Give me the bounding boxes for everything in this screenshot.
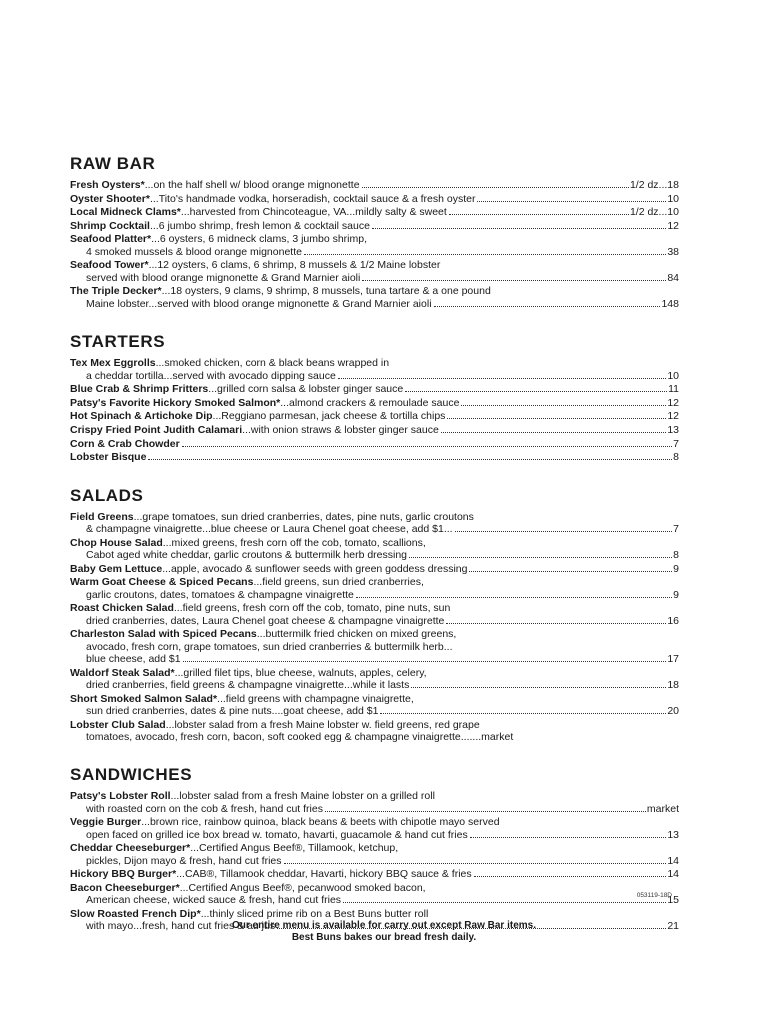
item-description: ...lobster salad from a fresh Maine lobster w. field greens, red grape <box>165 718 480 731</box>
dot-leader <box>449 213 629 215</box>
item-description: & champagne vinaigrette...blue cheese or Laura Chenel goat cheese, add $1... <box>86 522 453 535</box>
item-price: 11 <box>668 383 679 396</box>
item-name: Lobster Bisque <box>70 451 147 464</box>
item-name: Waldorf Steak Salad* <box>70 666 175 679</box>
item-description: 4 smoked mussels & blood orange mignonette <box>86 245 302 258</box>
item-description: ...6 oysters, 6 midneck clams, 3 jumbo shrimp, <box>151 233 368 246</box>
item-name: Lobster Club Salad <box>70 718 166 731</box>
menu-item-line <box>70 233 679 245</box>
menu-item-continuation <box>70 679 679 691</box>
item-name: Short Smoked Salmon Salad* <box>70 692 218 705</box>
item-price: 10 <box>667 369 679 382</box>
section-title: SALADS <box>70 485 144 505</box>
item-name: Slow Roasted French Dip* <box>70 907 201 920</box>
footer-carryout-note: Our entire menu is available for carry out except Raw Bar items. <box>232 920 536 931</box>
item-price: 10 <box>667 192 679 205</box>
item-description: ...grilled corn salsa & lobster ginger sauce <box>208 383 404 396</box>
item-description: garlic croutons, dates, tomatoes & champagne vinaigrette <box>86 588 354 601</box>
section-title: SANDWICHES <box>70 765 193 785</box>
item-description: ...on the half shell w/ blood orange mignonette <box>144 179 360 191</box>
menu-item <box>70 410 679 422</box>
menu-item-line <box>70 842 679 854</box>
item-description: ...mixed greens, fresh corn off the cob, tomato, scallions, <box>162 536 426 549</box>
item-description: ...field greens, fresh corn off the cob, tomato, pine nuts, sun <box>173 602 451 615</box>
section-title: STARTERS <box>70 332 166 352</box>
dot-leader <box>434 305 661 307</box>
item-description: avocado, fresh corn, grape tomatoes, sun dried cranberries & buttermilk herb... <box>86 640 453 653</box>
menu-item-continuation <box>70 272 679 284</box>
footer <box>0 920 768 944</box>
item-price: 13 <box>667 828 679 841</box>
dot-leader <box>148 458 672 460</box>
menu-item-line <box>70 576 679 588</box>
dot-leader <box>469 570 672 572</box>
item-name: Corn & Crab Chowder <box>70 437 180 450</box>
dot-leader <box>362 186 629 188</box>
dot-leader <box>304 253 666 255</box>
menu-item <box>70 357 679 382</box>
item-description: ...grape tomatoes, sun dried cranberries, dates, pine nuts, garlic croutons <box>133 510 474 523</box>
item-description: open faced on grilled ice box bread w. tomato, havarti, guacamole & hand cut fries <box>86 828 468 841</box>
menu-item-line <box>70 357 679 369</box>
menu-item <box>70 438 679 450</box>
menu-item-line <box>70 424 679 436</box>
item-description: tomatoes, avocado, fresh corn, bacon, soft cooked egg & champagne vinaigrette.......market <box>86 730 514 743</box>
menu-item-line <box>70 816 679 828</box>
item-price: 8 <box>673 548 679 561</box>
item-description: ...thinly sliced prime rib on a Best Buns butter roll <box>200 907 429 920</box>
item-price: 7 <box>673 522 679 535</box>
menu-item <box>70 602 679 627</box>
menu-item-continuation <box>70 803 679 815</box>
item-price: 12 <box>667 410 679 423</box>
item-description: sun dried cranberries, dates & pine nuts....goat cheese, add $1 <box>86 704 379 717</box>
item-name: Shrimp Cocktail <box>70 219 150 232</box>
dot-leader <box>372 227 666 229</box>
menu-item-line <box>70 206 679 218</box>
item-name: Local Midneck Clams* <box>70 206 181 219</box>
menu-item-line <box>70 438 679 450</box>
menu-item-line <box>70 511 679 523</box>
dot-leader <box>474 875 667 877</box>
dot-leader <box>470 836 667 838</box>
item-price: 1/2 dz...10 <box>629 206 679 219</box>
dot-leader <box>380 712 666 714</box>
dot-leader <box>182 445 672 447</box>
item-price: 14 <box>667 868 679 881</box>
dot-leader <box>477 200 666 202</box>
item-description: Cabot aged white cheddar, garlic croutons & buttermilk herb dressing <box>86 548 408 561</box>
dot-leader <box>284 862 667 864</box>
menu-item <box>70 193 679 205</box>
item-name: The Triple Decker* <box>70 285 162 298</box>
item-description: ...field greens with champagne vinaigrette, <box>217 692 414 705</box>
menu-item-line <box>70 882 679 894</box>
menu-item <box>70 693 679 718</box>
version-code: 053119-18D <box>636 892 672 899</box>
dot-leader <box>343 901 666 903</box>
section-title: RAW BAR <box>70 154 156 173</box>
dot-leader <box>411 686 666 688</box>
item-price: 15 <box>667 894 679 907</box>
item-price: 8 <box>673 451 679 464</box>
item-price: 17 <box>667 652 679 665</box>
item-description: ...Certified Angus Beef®, pecanwood smoked bacon, <box>179 881 426 894</box>
dot-leader <box>409 556 672 558</box>
dot-leader <box>446 622 666 624</box>
item-description: dried cranberries, dates, Laura Chenel goat cheese & champagne vinaigrette <box>86 614 445 627</box>
item-price: 1/2 dz...18 <box>629 179 679 191</box>
menu-item-continuation <box>70 246 679 258</box>
menu-item-line <box>70 628 679 640</box>
dot-leader <box>338 377 666 379</box>
menu-item-continuation <box>70 653 679 665</box>
dot-leader <box>447 417 666 419</box>
item-price: 7 <box>673 437 679 450</box>
item-description: a cheddar tortilla...served with avocado dipping sauce <box>86 369 336 382</box>
menu-item <box>70 511 679 536</box>
menu-item-line <box>70 908 679 920</box>
item-description: ...harvested from Chincoteague, VA...mildly salty & sweet <box>180 206 447 219</box>
menu-item-line <box>70 285 679 297</box>
dot-leader <box>362 279 666 281</box>
item-name: Roast Chicken Salad <box>70 602 174 615</box>
menu-item-line <box>70 719 679 731</box>
menu-section-sandwiches <box>70 765 679 932</box>
menu-item <box>70 179 679 191</box>
menu-item-continuation <box>70 549 679 561</box>
item-description: ...12 oysters, 6 clams, 6 shrimp, 8 mussels & 1/2 Maine lobster <box>148 259 441 272</box>
menu-item <box>70 719 679 744</box>
menu-item-line <box>70 868 679 880</box>
item-description: ...Tito's handmade vodka, horseradish, cocktail sauce & a fresh oyster <box>149 192 476 205</box>
item-description: ...apple, avocado & sunflower seeds with green goddess dressing <box>162 562 468 575</box>
item-price: 84 <box>667 271 679 284</box>
menu-item <box>70 882 679 907</box>
menu-item-continuation <box>70 829 679 841</box>
footer-bread-note: Best Buns bakes our bread fresh daily. <box>291 932 477 943</box>
item-price: market <box>646 802 679 815</box>
dot-leader <box>356 596 672 598</box>
item-description: ...smoked chicken, corn & black beans wrapped in <box>155 357 390 370</box>
item-name: Crispy Fried Point Judith Calamari <box>70 423 243 436</box>
menu-item-line <box>70 397 679 409</box>
item-price: 18 <box>667 678 679 691</box>
item-name: Charleston Salad with Spiced Pecans <box>70 628 257 641</box>
item-name: Patsy's Lobster Roll <box>70 790 171 803</box>
item-name: Bacon Cheeseburger* <box>70 881 180 894</box>
menu-item <box>70 259 679 284</box>
menu-section-raw-bar <box>70 154 679 310</box>
menu-item-continuation <box>70 705 679 717</box>
menu-item-line <box>70 410 679 422</box>
menu-item-line <box>70 220 679 232</box>
menu-item-continuation <box>70 298 679 310</box>
item-name: Fresh Oysters* <box>70 179 145 191</box>
menu-item-line <box>70 693 679 705</box>
menu-item <box>70 628 679 665</box>
item-price: 12 <box>667 219 679 232</box>
item-description: served with blood orange mignonette & Grand Marnier aioli <box>86 271 361 284</box>
item-description: ...almond crackers & remoulade sauce <box>280 396 460 409</box>
item-name: Seafood Tower* <box>70 259 149 272</box>
menu-item <box>70 563 679 575</box>
item-name: Veggie Burger <box>70 816 142 829</box>
menu-item-continuation <box>70 731 679 743</box>
menu-item-continuation <box>70 523 679 535</box>
item-price: 14 <box>667 854 679 867</box>
menu-item-continuation <box>70 641 679 653</box>
item-price: 21 <box>667 920 679 933</box>
item-description: ...buttermilk fried chicken on mixed greens, <box>256 628 457 641</box>
menu-item-line <box>70 790 679 802</box>
menu-item-continuation <box>70 589 679 601</box>
item-name: Baby Gem Lettuce <box>70 562 163 575</box>
item-description: ...CAB®, Tillamook cheddar, Havarti, hickory BBQ sauce & fries <box>176 868 472 881</box>
item-name: Cheddar Cheeseburger* <box>70 842 191 855</box>
item-description: with mayo...fresh, hand cut fries & au jus <box>86 920 276 933</box>
menu-item <box>70 206 679 218</box>
item-description: ...field greens, sun dried cranberries, <box>253 576 424 589</box>
item-price: 38 <box>667 245 679 258</box>
menu-item <box>70 667 679 692</box>
menu-item <box>70 576 679 601</box>
menu-section-salads <box>70 486 679 744</box>
item-name: Blue Crab & Shrimp Fritters <box>70 383 209 396</box>
item-description: pickles, Dijon mayo & fresh, hand cut fries <box>86 854 282 867</box>
item-price: 12 <box>667 396 679 409</box>
item-price: 16 <box>667 614 679 627</box>
menu-section-starters <box>70 332 679 463</box>
menu-item-line <box>70 451 679 463</box>
dot-leader <box>183 660 667 662</box>
item-description: dried cranberries, field greens & champagne vinaigrette...while it lasts <box>86 678 410 691</box>
item-description: blue cheese, add $1 <box>86 652 181 665</box>
item-description: ...lobster salad from a fresh Maine lobster on a grilled roll <box>170 790 435 803</box>
menu <box>70 154 679 934</box>
menu-item <box>70 397 679 409</box>
dot-leader <box>455 530 673 532</box>
item-name: Seafood Platter* <box>70 233 152 246</box>
menu-item-line <box>70 259 679 271</box>
item-price: 13 <box>667 423 679 436</box>
menu-item-continuation <box>70 894 679 906</box>
menu-item <box>70 842 679 867</box>
menu-item-line <box>70 667 679 679</box>
menu-item <box>70 383 679 395</box>
item-name: Chop House Salad <box>70 536 163 549</box>
menu-item-continuation <box>70 370 679 382</box>
item-name: Tex Mex Eggrolls <box>70 357 156 370</box>
menu-item-line <box>70 537 679 549</box>
menu-item <box>70 451 679 463</box>
item-description: ...18 oysters, 9 clams, 9 shrimp, 8 mussels, tuna tartare & a one pound <box>161 285 491 298</box>
menu-item-line <box>70 383 679 395</box>
item-name: Hot Spinach & Artichoke Dip <box>70 410 213 423</box>
menu-item-line <box>70 179 679 191</box>
item-description: ...grilled filet tips, blue cheese, walnuts, apples, celery, <box>174 666 427 679</box>
menu-item <box>70 790 679 815</box>
menu-item <box>70 220 679 232</box>
item-description: ...Reggiano parmesan, jack cheese & tortilla chips <box>212 410 446 423</box>
item-description: ...with onion straws & lobster ginger sauce <box>242 423 439 436</box>
item-name: Warm Goat Cheese & Spiced Pecans <box>70 576 254 589</box>
item-price: 148 <box>661 297 679 310</box>
item-name: Hickory BBQ Burger* <box>70 868 177 881</box>
item-price: 20 <box>667 704 679 717</box>
menu-item <box>70 868 679 880</box>
item-price: 9 <box>673 588 679 601</box>
item-name: Patsy's Favorite Hickory Smoked Salmon* <box>70 396 281 409</box>
item-description: Maine lobster...served with blood orange mignonette & Grand Marnier aioli <box>86 297 432 310</box>
menu-item <box>70 537 679 562</box>
item-name: Oyster Shooter* <box>70 192 150 205</box>
item-description: with roasted corn on the cob & fresh, hand cut fries <box>86 802 323 815</box>
menu-item-continuation <box>70 615 679 627</box>
menu-item-line <box>70 602 679 614</box>
menu-item-line <box>70 193 679 205</box>
menu-item <box>70 816 679 841</box>
dot-leader <box>405 390 667 392</box>
item-description: American cheese, wicked sauce & fresh, hand cut fries <box>86 894 342 907</box>
item-description: ...Certified Angus Beef®, Tillamook, ketchup, <box>190 842 399 855</box>
menu-item-line <box>70 563 679 575</box>
menu-item <box>70 424 679 436</box>
menu-item-continuation <box>70 855 679 867</box>
item-description: ...brown rice, rainbow quinoa, black beans & beets with chipotle mayo served <box>141 816 500 829</box>
item-description: ...6 jumbo shrimp, fresh lemon & cocktail sauce <box>149 219 370 232</box>
item-name: Field Greens <box>70 510 134 523</box>
menu-item <box>70 233 679 258</box>
item-price: 9 <box>673 562 679 575</box>
dot-leader <box>461 404 666 406</box>
dot-leader <box>325 810 646 812</box>
dot-leader <box>441 431 667 433</box>
menu-item <box>70 285 679 310</box>
